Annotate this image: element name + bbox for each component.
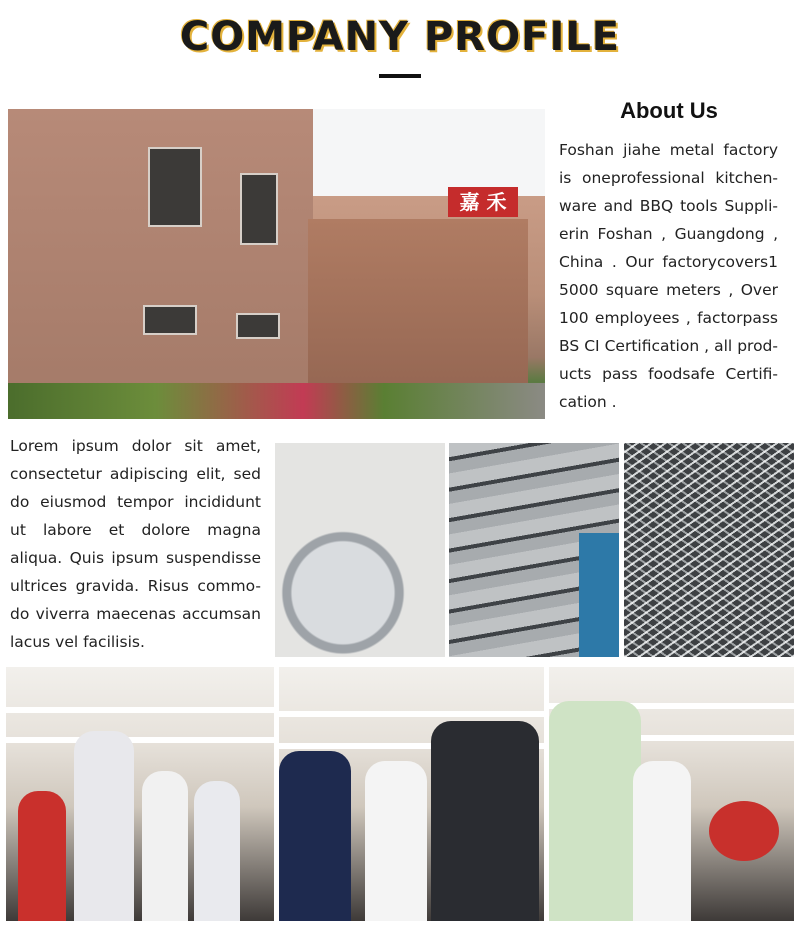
- visitor-figure: [74, 731, 134, 921]
- wire-racks-photo: [624, 443, 794, 657]
- blue-disc-stack: [579, 533, 619, 657]
- booth-shelf: [6, 737, 274, 743]
- visitor-figure: [142, 771, 188, 921]
- page-title: COMPANY PROFILE: [179, 14, 621, 60]
- visitor-figure: [365, 761, 427, 921]
- about-heading: About Us: [620, 98, 718, 123]
- garden-shrubs: [8, 383, 545, 419]
- about-text: Foshan jiahe metal factory is oneprofessional kitchen-ware and BBQ tools Suppli-erin Foshan , Guangdong , China . Our factorycovers1 5000 square meters , Over 100 employees , factorpass BS CI Certification , all prod-ucts pass foodsafe Certifi-cation .: [559, 141, 778, 411]
- visitor-figure: [549, 701, 641, 921]
- visitor-figure: [431, 721, 539, 921]
- title-underline: [379, 74, 421, 78]
- trade-show-photo: [279, 667, 544, 921]
- visitor-figure: [194, 781, 240, 921]
- factory-building-photo: [8, 109, 545, 419]
- booth-shelf: [279, 711, 544, 717]
- building-window: [236, 313, 280, 339]
- trade-show-photo: [6, 667, 274, 921]
- visitor-figure: [18, 791, 66, 921]
- steel-pans-photo: [275, 443, 445, 657]
- building-window: [143, 305, 197, 335]
- visitor-figure: [633, 761, 691, 921]
- trade-show-photo: [549, 667, 794, 921]
- intro-text: Lorem ipsum dolor sit amet, consectetur adipiscing elit, sed do eiusmod tempor incididunt ut labore et dolore magna aliqua. Quis ipsum suspendisse ultrices gravida. Risus commo-do viverra maecenas accumsan lacus vel facilisis.: [10, 437, 261, 651]
- building-window: [148, 147, 202, 227]
- building-window: [240, 173, 278, 245]
- factory-sign: 嘉 禾: [448, 187, 518, 217]
- red-tray: [709, 801, 779, 861]
- building-right: [308, 219, 528, 399]
- visitor-figure: [279, 751, 351, 921]
- metal-discs-photo: [449, 443, 619, 657]
- booth-shelf: [6, 707, 274, 713]
